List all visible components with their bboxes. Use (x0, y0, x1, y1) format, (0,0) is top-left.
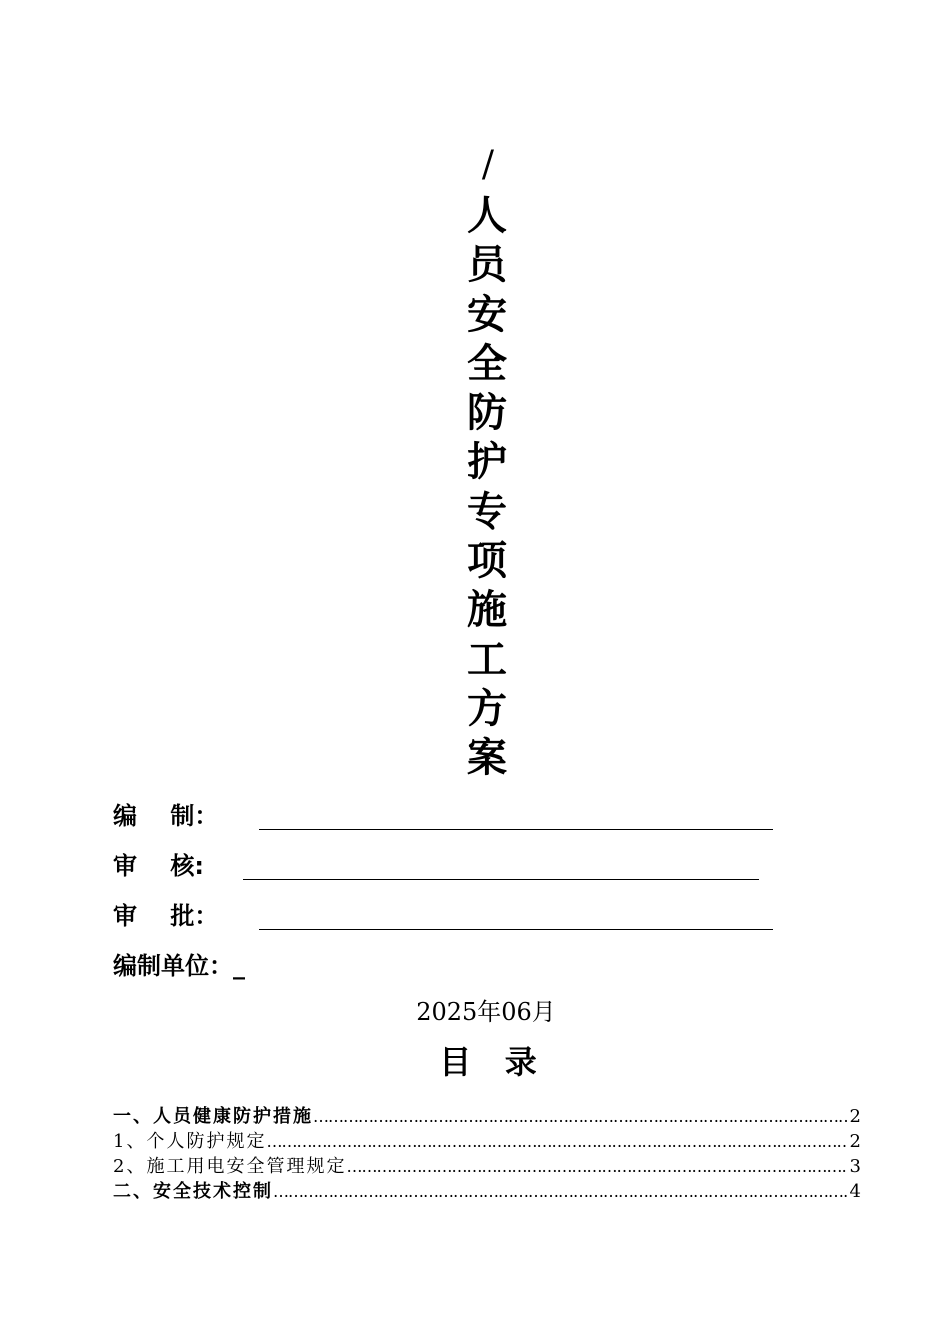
compile-label: 编 制： (113, 802, 219, 830)
toc-entry-text: 一、人员健康防护措施 (113, 1106, 313, 1127)
toc-entry-text: 2、施工用电安全管理规定 (113, 1156, 347, 1177)
toc-title: 目 录 (439, 1043, 537, 1081)
review-row (113, 846, 763, 886)
compile-signature-line (259, 829, 773, 830)
approve-label: 审 批： (113, 902, 219, 930)
approve-signature-line (259, 929, 773, 930)
title-char: 施 (467, 587, 507, 634)
title-char: 防 (467, 390, 507, 437)
toc-entry[interactable] (113, 1179, 861, 1204)
title-char: 案 (467, 735, 507, 782)
toc-entry-text: 二、安全技术控制 (113, 1181, 273, 1202)
unit-label: 编制单位：_ (113, 952, 245, 980)
toc-entry[interactable] (113, 1104, 861, 1129)
title-char: 工 (467, 636, 507, 683)
approve-row (113, 896, 775, 936)
title-char: 员 (467, 242, 507, 289)
title-char: 护 (467, 439, 507, 486)
document-title (462, 192, 512, 784)
toc-leader-dots (266, 1129, 847, 1154)
toc-entry[interactable] (113, 1154, 861, 1179)
table-of-contents (113, 1104, 861, 1204)
toc-entry-page: 3 (849, 1156, 861, 1177)
title-slash: / (481, 144, 495, 185)
toc-entry[interactable] (113, 1129, 861, 1154)
review-label: 审 核: (113, 852, 205, 880)
toc-entry-text: 1、个人防护规定 (113, 1131, 267, 1152)
title-char: 安 (467, 291, 507, 338)
title-char: 全 (467, 340, 507, 387)
title-char: 项 (467, 538, 507, 585)
compile-row (113, 796, 775, 836)
toc-entry-page: 2 (849, 1106, 861, 1127)
review-signature-line (243, 879, 759, 880)
toc-entry-page: 2 (849, 1131, 861, 1152)
unit-row (113, 946, 413, 986)
toc-leader-dots (273, 1179, 848, 1204)
toc-entry-page: 4 (849, 1181, 861, 1202)
title-char: 人 (467, 193, 507, 239)
toc-leader-dots (346, 1154, 847, 1179)
title-char: 方 (467, 685, 507, 732)
toc-leader-dots (313, 1104, 848, 1129)
title-char: 专 (467, 488, 507, 535)
document-date: 2025年06月 (416, 998, 556, 1026)
